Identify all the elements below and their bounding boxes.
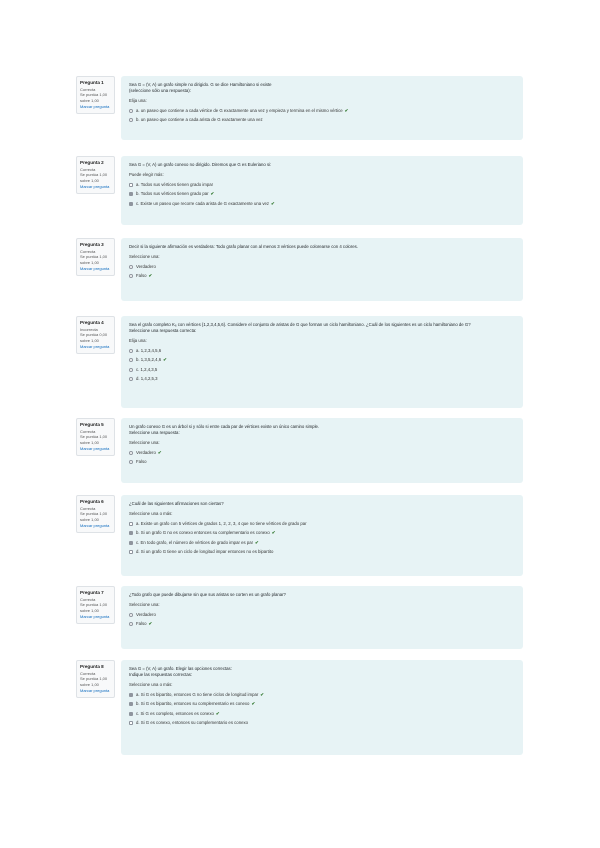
answer-radio[interactable] <box>129 265 133 269</box>
question-info-box <box>76 156 115 194</box>
answer-label: Falso <box>136 273 147 279</box>
answer-radio[interactable] <box>129 358 133 362</box>
question-state: Correcta <box>80 505 96 511</box>
answer-list <box>129 264 515 280</box>
correct-check-icon: ✔ <box>255 539 259 545</box>
answer-list <box>129 521 515 556</box>
question-text: Sea el grafo completo K₆ con vértices {1,2,3,4,5,6}. Considere el conjunto de aristas de G que forman un ciclo hamiltoniano. ¿Cuál de los siguientes es un ciclo hamiltoniano de G? <box>129 322 471 327</box>
flag-question-link[interactable]: Marcar pregunta <box>80 266 110 271</box>
answer-option[interactable] <box>129 273 515 279</box>
answer-checkbox[interactable] <box>129 541 133 545</box>
question-content <box>121 316 523 408</box>
answer-label: a. Todos sus vértices tienen grado impar <box>136 181 214 187</box>
flag-question-link[interactable]: Marcar pregunta <box>80 446 110 451</box>
correct-check-icon: ✔ <box>271 200 275 206</box>
answer-checkbox[interactable] <box>129 192 133 196</box>
answer-radio[interactable] <box>129 109 133 113</box>
answer-option[interactable] <box>129 376 515 382</box>
answer-label: c. Si G es completo, entonces es conexo <box>136 710 214 716</box>
answer-label: Verdadero <box>136 611 156 617</box>
answer-option[interactable] <box>129 459 515 465</box>
answer-option[interactable] <box>129 264 515 270</box>
answer-option[interactable] <box>129 357 515 363</box>
answer-radio[interactable] <box>129 368 133 372</box>
answer-option[interactable] <box>129 191 515 197</box>
answer-option[interactable] <box>129 450 515 456</box>
answer-label: b. 1,3,5,2,4,6 <box>136 357 162 363</box>
question-content <box>121 495 523 576</box>
question-content <box>121 586 523 649</box>
question-content <box>121 418 523 483</box>
answer-label: a. un paseo que contiene a cada vértice de G exactamente una vez y empieza y termina en el mismo vértice <box>136 107 343 113</box>
question-text: Sea G = (V, A) un grafo. Elegir las opciones correctas: <box>129 666 232 671</box>
correct-check-icon: ✔ <box>251 701 256 707</box>
correct-check-icon: ✔ <box>344 107 349 113</box>
question-grade: Se puntúa 1,00 sobre 1,00 <box>80 602 108 613</box>
answer-label: Falso <box>136 459 147 465</box>
answer-option[interactable] <box>129 621 515 627</box>
answer-option[interactable] <box>129 117 515 123</box>
question-grade: Se puntúa 1,00 sobre 1,00 <box>80 434 108 445</box>
flag-question-link[interactable]: Marcar pregunta <box>80 688 110 693</box>
correct-check-icon: ✔ <box>260 691 264 697</box>
answer-checkbox[interactable] <box>129 721 133 725</box>
question-info-box <box>76 316 115 354</box>
question-grade: Se puntúa 1,00 sobre 1,00 <box>80 676 108 687</box>
correct-check-icon: ✔ <box>271 530 276 536</box>
answer-list <box>129 450 515 466</box>
question-number: Pregunta 1 <box>80 80 104 85</box>
correct-check-icon: ✔ <box>163 357 167 363</box>
question-content <box>121 76 523 140</box>
answer-label: a. Existe un grafo con 5 vértices de grados 1, 2, 2, 3, 4 que no tiene vértices de grado par <box>136 520 307 526</box>
answer-label: Verdadero <box>136 449 156 455</box>
flag-question-link[interactable]: Marcar pregunta <box>80 614 110 619</box>
answer-option[interactable] <box>129 692 515 698</box>
question-text: Un grafo conexo G es un árbol si y sólo si entre cada par de vértices existe un único camino simple. <box>129 424 320 429</box>
question-info-box <box>76 495 115 533</box>
question-state: Incorrecta <box>80 326 98 332</box>
question-info-box <box>76 586 115 624</box>
answer-option[interactable] <box>129 701 515 707</box>
question-content <box>121 660 523 755</box>
answer-label: c. En todo grafo, el número de vértices de grado impar es par <box>136 539 254 545</box>
question-instructions: Indique las respuestas correctas: <box>129 672 193 677</box>
question-state: Correcta <box>80 248 96 254</box>
answer-option[interactable] <box>129 108 515 114</box>
answer-radio[interactable] <box>129 118 133 122</box>
answer-option[interactable] <box>129 720 515 726</box>
question-state: Correcta <box>80 670 96 676</box>
question-grade: Se puntúa 1,00 sobre 1,00 <box>80 172 108 183</box>
answer-list <box>129 692 515 727</box>
question-state: Correcta <box>80 166 96 172</box>
answer-option[interactable] <box>129 367 515 373</box>
question-grade: Se puntúa 0,00 sobre 1,00 <box>80 332 108 343</box>
answer-prompt: Seleccione una: <box>129 254 160 259</box>
answer-checkbox[interactable] <box>129 693 133 697</box>
question-state: Correcta <box>80 596 96 602</box>
flag-question-link[interactable]: Marcar pregunta <box>80 344 110 349</box>
answer-label: Falso <box>136 621 147 627</box>
question-info-box <box>76 418 115 456</box>
question-info-box <box>76 660 115 698</box>
answer-checkbox[interactable] <box>129 522 133 526</box>
question-state: Correcta <box>80 86 96 92</box>
answer-radio[interactable] <box>129 349 133 353</box>
answer-list <box>129 348 515 383</box>
answer-checkbox[interactable] <box>129 531 133 535</box>
answer-checkbox[interactable] <box>129 550 133 554</box>
flag-question-link[interactable]: Marcar pregunta <box>80 104 110 109</box>
question-text: ¿Cuál de las siguientes afirmaciones son ciertas? <box>129 501 224 506</box>
answer-option[interactable] <box>129 612 515 618</box>
correct-check-icon: ✔ <box>215 710 220 716</box>
question-instructions: Seleccione una respuesta: <box>129 430 180 435</box>
answer-option[interactable] <box>129 549 515 555</box>
answer-prompt: Elija una: <box>129 98 147 103</box>
answer-radio[interactable] <box>129 451 133 455</box>
question-number: Pregunta 6 <box>80 499 104 504</box>
flag-question-link[interactable]: Marcar pregunta <box>80 523 110 528</box>
answer-label: b. Si un grafo G no es conexo entonces su complementario es conexo <box>136 530 270 536</box>
question-content <box>121 156 523 225</box>
answer-prompt: Seleccione una o más: <box>129 511 173 516</box>
answer-checkbox[interactable] <box>129 712 133 716</box>
correct-check-icon: ✔ <box>157 449 162 455</box>
answer-checkbox[interactable] <box>129 702 133 706</box>
question-number: Pregunta 2 <box>80 160 104 165</box>
answer-option[interactable] <box>129 348 515 354</box>
question-number: Pregunta 3 <box>80 242 104 247</box>
answer-label: a. Si G es bipartito, entonces G no tiene ciclos de longitud impar <box>136 691 259 697</box>
answer-prompt: Seleccione una: <box>129 440 160 445</box>
answer-option[interactable] <box>129 201 515 207</box>
answer-list <box>129 182 515 207</box>
answer-prompt: Elija una: <box>129 338 147 343</box>
flag-question-link[interactable]: Marcar pregunta <box>80 184 110 189</box>
question-grade: Se puntúa 1,00 sobre 1,00 <box>80 511 108 522</box>
question-number: Pregunta 4 <box>80 320 104 325</box>
question-grade: Se puntúa 1,00 sobre 1,00 <box>80 92 108 103</box>
question-number: Pregunta 8 <box>80 664 104 669</box>
answer-list <box>129 612 515 628</box>
answer-checkbox[interactable] <box>129 183 133 187</box>
correct-check-icon: ✔ <box>210 191 215 197</box>
question-text: Decir si la siguiente afirmación es verdadera: Todo grafo planar con al menos 3 vértices puede colorearse con 4 colores. <box>129 244 358 249</box>
answer-option[interactable] <box>129 540 515 546</box>
answer-checkbox[interactable] <box>129 202 133 206</box>
answer-label: a. 1,2,3,4,5,6 <box>136 347 162 353</box>
question-number: Pregunta 5 <box>80 422 104 427</box>
answer-radio[interactable] <box>129 460 133 464</box>
correct-check-icon: ✔ <box>148 273 153 279</box>
answer-prompt: Seleccione una o más: <box>129 682 173 687</box>
question-instructions: Seleccione una respuesta correcta: <box>129 328 197 333</box>
answer-radio[interactable] <box>129 377 133 381</box>
answer-label: b. un paseo que contiene a cada arista de G exactamente una vez <box>136 117 263 123</box>
answer-label: b. Si G es bipartito, entonces su complementario es conexo <box>136 701 250 707</box>
question-text: Sea G = (V, A) un grafo simple no dirigido. G se dice Hamiltoniano si existe <box>129 82 272 87</box>
question-info-box <box>76 238 115 276</box>
question-text: ¿Todo grafo que puede dibujarse sin que sus aristas se corten es un grafo planar? <box>129 592 286 597</box>
answer-label: b. Todos sus vértices tienen grado par <box>136 191 209 197</box>
answer-option[interactable] <box>129 182 515 188</box>
correct-check-icon: ✔ <box>148 621 153 627</box>
answer-label: Verdadero <box>136 263 156 269</box>
question-grade: Se puntúa 1,00 sobre 1,00 <box>80 254 108 265</box>
question-number: Pregunta 7 <box>80 590 104 595</box>
answer-list <box>129 108 515 124</box>
answer-radio[interactable] <box>129 613 133 617</box>
answer-option[interactable] <box>129 530 515 536</box>
question-content <box>121 238 523 301</box>
answer-label: d. 1,4,2,5,3 <box>136 376 158 382</box>
answer-prompt: Puede elegir más: <box>129 172 164 177</box>
answer-prompt: Seleccione una: <box>129 602 160 607</box>
answer-label: c. Existe un paseo que recorre cada arista de G exactamente una vez <box>136 200 270 206</box>
question-text: Sea G = (V, A) un grafo conexo no dirigido. Diremos que G es Euleriano si: <box>129 162 272 167</box>
answer-radio[interactable] <box>129 274 133 278</box>
answer-option[interactable] <box>129 521 515 527</box>
question-info-box <box>76 76 115 114</box>
answer-radio[interactable] <box>129 622 133 626</box>
question-state: Correcta <box>80 428 96 434</box>
answer-label: c. 1,2,4,3,5 <box>136 366 158 372</box>
answer-label: d. Si un grafo G tiene un ciclo de longitud impar entonces no es bipartito <box>136 549 274 555</box>
answer-option[interactable] <box>129 711 515 717</box>
answer-label: d. Si G es conexo, entonces su complementario es conexo <box>136 720 249 726</box>
question-instructions: (seleccione sólo una respuesta): <box>129 88 191 93</box>
